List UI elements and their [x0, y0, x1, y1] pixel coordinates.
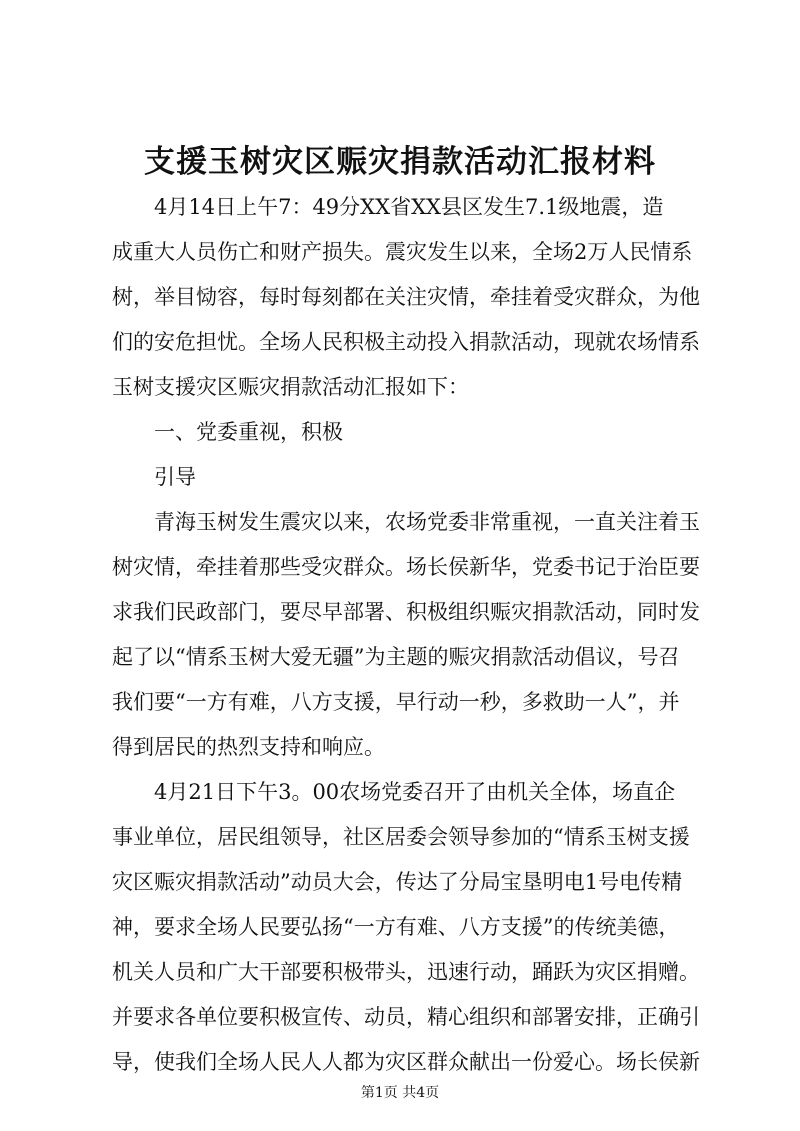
paragraph-line: 机关人员和广大干部要积极带头，迅速行动，踊跃为灾区捐赠。: [112, 960, 700, 984]
paragraph-line: 们的安危担忧。全场人民积极主动投入捐款活动，现就农场情系: [112, 330, 700, 354]
paragraph-line: 事业单位，居民组领导，社区居委会领导参加的“情系玉树支援: [112, 825, 690, 849]
paragraph-line: 导，使我们全场人民人人都为灾区群众献出一份爱心。场长侯新: [112, 1050, 700, 1074]
paragraph-line: 4月14日上午7：49分XX省XX县区发生7.1级地震，造: [154, 195, 664, 219]
paragraph-line: 树，举目恸容，每时每刻都在关注灾情，牵挂着受灾群众，为他: [112, 285, 700, 309]
paragraph-line: 求我们民政部门，要尽早部署、积极组织赈灾捐款活动，同时发: [112, 600, 700, 624]
paragraph-line: 神，要求全场人民要弘扬“一方有难、八方支援”的传统美德，: [112, 915, 680, 939]
paragraph-line: 玉树支援灾区赈灾捐款活动汇报如下：: [112, 375, 469, 399]
section-heading: 引导: [154, 465, 196, 489]
document-title: 支援玉树灾区赈灾捐款活动汇报材料: [144, 144, 656, 180]
section-heading: 一、党委重视，积极: [154, 420, 343, 444]
paragraph-line: 我们要“一方有难，八方支援，早行动一秒，多救助一人”，并: [112, 690, 680, 714]
paragraph-line: 灾区赈灾捐款活动”动员大会，传达了分局宝垦明电1号电传精: [112, 870, 683, 894]
paragraph-line: 4月21日下午3。00农场党委召开了由机关全体，场直企: [154, 780, 676, 804]
page-footer: 第1页 共4页: [360, 1085, 440, 1101]
paragraph-line: 树灾情，牵挂着那些受灾群众。场长侯新华，党委书记于治臣要: [112, 555, 700, 579]
paragraph-line: 得到居民的热烈支持和响应。: [112, 735, 385, 759]
document-body: [112, 185, 702, 1085]
paragraph-line: 青海玉树发生震灾以来，农场党委非常重视，一直关注着玉: [154, 510, 700, 534]
paragraph-line: 并要求各单位要积极宣传、动员，精心组织和部署安排，正确引: [112, 1005, 700, 1029]
paragraph-line: 成重大人员伤亡和财产损失。震灾发生以来，全场2万人民情系: [112, 240, 693, 264]
paragraph-line: 起了以“情系玉树大爱无疆”为主题的赈灾捐款活动倡议，号召: [112, 645, 680, 669]
